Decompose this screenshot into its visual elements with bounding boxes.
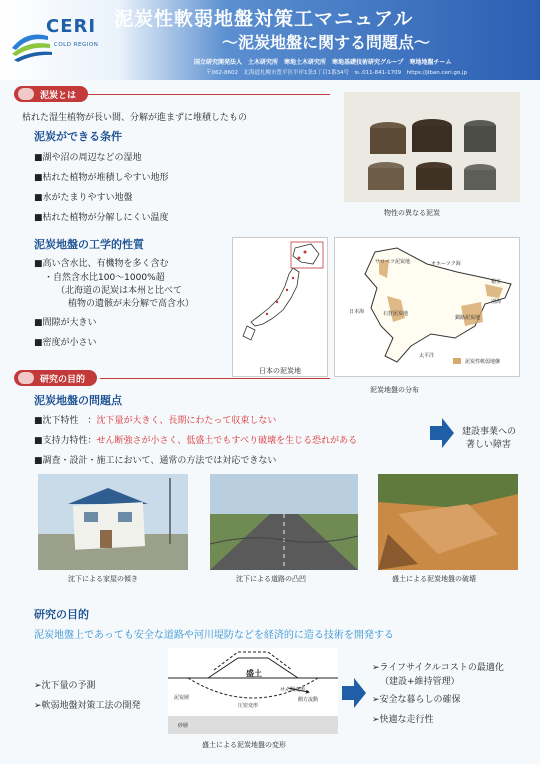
goal-right-item: （建設+維持管理） — [380, 677, 460, 687]
property-item: ■高い含水比、有機物を多く含む — [34, 259, 169, 269]
goal-heading: 研究の目的 — [34, 608, 89, 621]
embankment-failure-photo — [378, 474, 518, 570]
property-item: ■密度が小さい — [34, 338, 97, 348]
photo-caption: 盛土による泥炭地盤の破壊 — [392, 575, 476, 583]
photo-caption: 沈下による道路の凸凹 — [236, 575, 306, 583]
address-line: 〒062-8602 北海道札幌市豊平区平岸1条3丁目1番34号 ℡.011-841-1709 https://jiban.ceri.go.jp — [206, 70, 467, 76]
diagram-label: 圧密変形 — [238, 703, 259, 709]
problem-bearing: ■支持力特性：せん断強さが小さく、低盛土でもすべり破壊を生じる恐れがある — [34, 436, 358, 446]
photo-caption: 沈下による家屋の傾き — [68, 575, 138, 583]
map-label: 太平洋 — [419, 353, 435, 359]
poster-title: 泥炭性軟弱地盤対策工マニュアル — [114, 8, 414, 30]
diagram-caption: 盛土による泥炭地盤の変形 — [202, 741, 286, 749]
goal-right-item: ➢ライフサイクルコストの最適化 — [372, 663, 504, 673]
condition-item: ■水がたまりやすい地盤 — [34, 193, 133, 203]
peat-definition: 枯れた湿生植物が長い間、分解が進まずに堆積したもの — [22, 113, 248, 123]
peat-samples-caption: 物性の異なる泥炭 — [384, 209, 440, 217]
map-label: 根室 — [491, 279, 502, 285]
organization-line: 国立研究開発法人 土木研究所 寒地土木研究所 寒地基礎技術研究グループ 寒地地盤チーム — [194, 59, 452, 66]
properties-heading: 泥炭地盤の工学的性質 — [34, 238, 144, 251]
poster-subtitle: ～泥炭地盤に関する問題点～ — [222, 33, 431, 52]
uneven-road-photo — [210, 474, 358, 570]
condition-item: ■枯れた植物が分解しにくい温度 — [34, 213, 169, 223]
japan-map-caption: 日本の泥炭地 — [259, 367, 301, 375]
japan-peat-map — [232, 237, 328, 377]
goal-left-item: ➢沈下量の予測 — [34, 681, 96, 691]
diagram-label: せん断変形 — [280, 687, 306, 693]
badge-dot-icon — [18, 372, 34, 384]
map-legend: 泥炭性軟弱地盤 — [465, 359, 501, 365]
problem-settlement: ■沈下特性 ：沈下量が大きく、長期にわたって収束しない — [34, 416, 277, 426]
condition-item: ■湖や沼の周辺などの湿地 — [34, 153, 142, 163]
section-badge-purpose: 研究の目的 — [14, 370, 97, 386]
logo-text: CERI — [46, 16, 97, 37]
problems-heading: 泥炭地盤の問題点 — [34, 394, 122, 407]
problem-methods: ■調査・設計・施工において、通常の方法では対応できない — [34, 456, 277, 466]
diagram-label: 砂層 — [178, 723, 189, 729]
map-label: 石狩泥炭地 — [383, 311, 409, 317]
impact-text: 著しい障害 — [466, 440, 512, 450]
map-label: 釧路泥炭地 — [455, 315, 481, 321]
condition-item: ■枯れた植物が堆積しやすい地形 — [34, 173, 169, 183]
hokkaido-peat-map — [334, 237, 520, 377]
map-label: オホーツク海 — [431, 261, 461, 267]
tilted-house-photo — [38, 474, 188, 570]
map-label: 日本海 — [349, 309, 365, 315]
goal-left-item: ➢軟弱地盤対策工法の開発 — [34, 701, 141, 711]
badge-dot-icon — [18, 88, 34, 100]
property-item: ・自然含水比100～1000%超 — [44, 273, 165, 283]
goal-right-item: ➢安全な暮らしの確保 — [372, 695, 461, 705]
hokkaido-map-caption: 泥炭地盤の分布 — [370, 386, 419, 394]
diagram-label: 盛土 — [246, 669, 262, 678]
conditions-heading: 泥炭ができる条件 — [34, 130, 122, 143]
section-divider — [100, 378, 330, 379]
section-badge-peat: 泥炭とは — [14, 86, 88, 102]
section-divider — [80, 94, 330, 95]
peat-samples-photo — [344, 92, 520, 202]
deformation-diagram — [168, 648, 338, 734]
embankment-diagram-icon — [168, 648, 338, 734]
goal-statement: 泥炭地盤上であっても安全な道路や河川堤防などを経済的に造る技術を開発する — [34, 630, 394, 641]
right-arrow-icon — [342, 678, 366, 708]
property-item: 植物の遺骸が未分解で高含水） — [68, 299, 195, 309]
right-arrow-icon — [430, 418, 454, 448]
property-item: ■間隙が大きい — [34, 318, 97, 328]
japan-map-icon — [233, 238, 328, 358]
diagram-label: 側方流動 — [298, 697, 319, 703]
map-label: 別海 — [491, 299, 502, 305]
impact-text: 建設事業への — [462, 427, 517, 437]
header-banner — [0, 0, 540, 80]
property-item: （北海道の泥炭は本州と比べて — [56, 286, 183, 296]
diagram-label: 泥炭層 — [174, 695, 190, 701]
map-label: サロベツ泥炭地 — [375, 259, 411, 265]
goal-right-item: ➢快適な走行性 — [372, 715, 434, 725]
logo-subtext: COLD REGION — [54, 42, 99, 48]
